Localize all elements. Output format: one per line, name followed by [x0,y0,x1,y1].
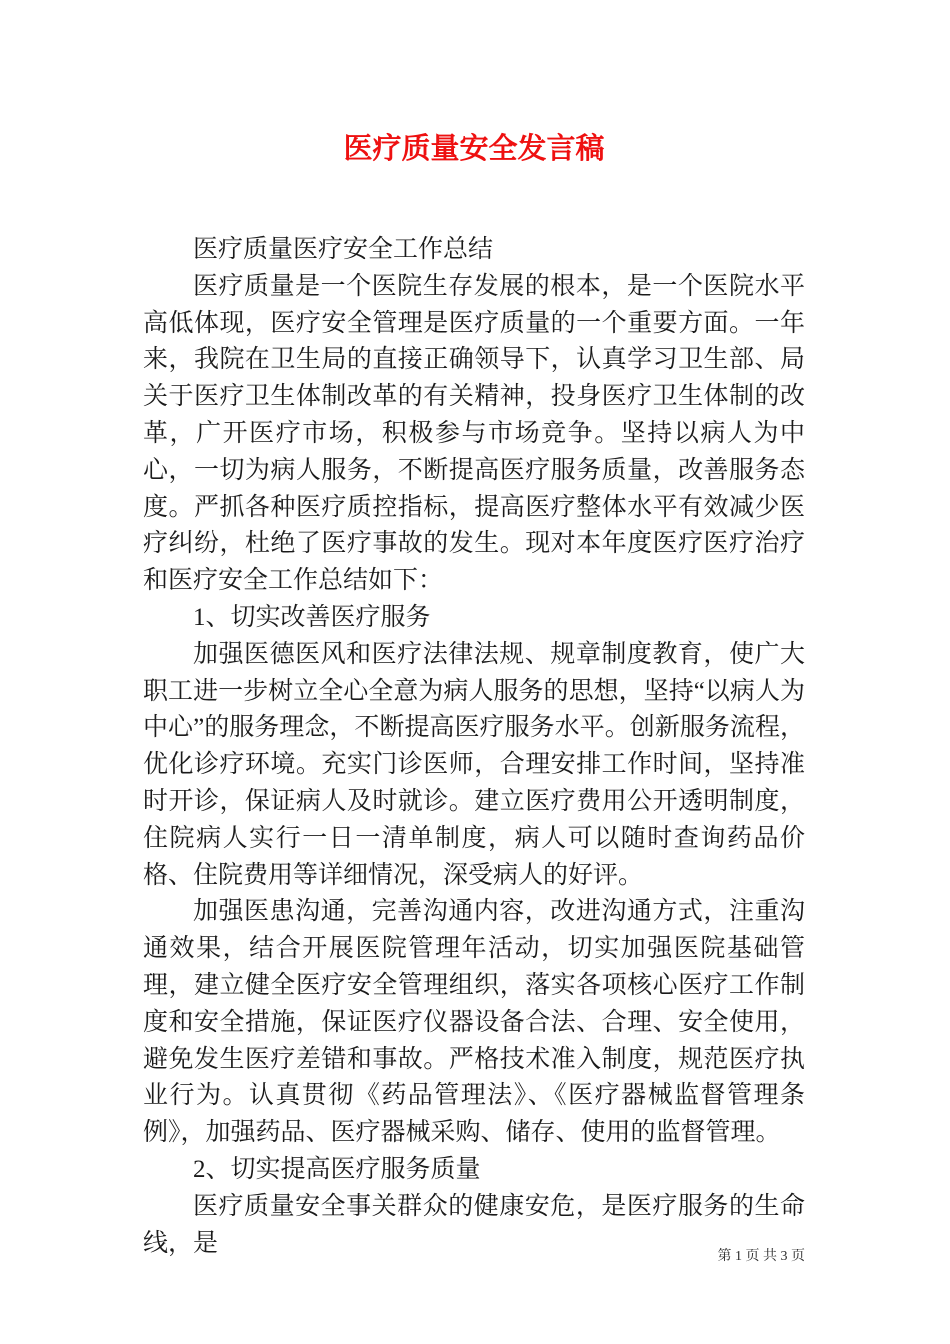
paragraph: 1、切实改善医疗服务 [193,603,431,631]
paragraph: 加强医德医风和医疗法律法规、规章制度教育，使广大职工进一步树立全心全意为病人服务的思想，坚持“以病人为中心”的服务理念，不断提高医疗服务水平。创新服务流程，优化诊疗环境。充实门诊医师，合理安排工作时间，坚持准时开诊，保证病人及时就诊。建立医疗费用公开透明制度，住院病人实行一日一清单制度，病人可以随时查询药品价格、住院费用等详细情况，深受病人的好评。 [143,640,805,889]
paragraph: 医疗质量是一个医院生存发展的根本，是一个医院水平高低体现，医疗安全管理是医疗质量的一个重要方面。一年来，我院在卫生局的直接正确领导下，认真学习卫生部、局关于医疗卫生体制改革的有关精神，投身医疗卫生体制的改革，广开医疗市场，积极参与市场竞争。坚持以病人为中心，一切为病人服务，不断提高医疗服务质量，改善服务态度。严抓各种医疗质控指标，提高医疗整体水平有效减少医疗纠纷，杜绝了医疗事故的发生。现对本年度医疗医疗治疗和医疗安全工作总结如下： [143,272,805,595]
paragraph: 医疗质量医疗安全工作总结 [193,236,494,263]
paragraph: 医疗质量安全事关群众的健康安危，是医疗服务的生命线，是 [143,1192,805,1257]
document-body [143,232,805,1262]
document-title: 医疗质量安全发言稿 [343,133,605,165]
paragraph: 加强医患沟通，完善沟通内容，改进沟通方式，注重沟通效果，结合开展医院管理年活动，切实加强医院基础管理，建立健全医疗安全管理组织，落实各项核心医疗工作制度和安全措施，保证医疗仪器设备合法、合理、安全使用，避免发生医疗差错和事故。严格技术准入制度，规范医疗执业行为。认真贯彻《药品管理法》、《医疗器械监督管理条例》，加强药品、医疗器械采购、储存、使用的监督管理。 [143,898,805,1147]
paragraph: 2、切实提高医疗服务质量 [193,1155,481,1183]
page-footer [143,1246,805,1268]
page-number-indicator: 第 1 页 共 3 页 [717,1249,805,1264]
